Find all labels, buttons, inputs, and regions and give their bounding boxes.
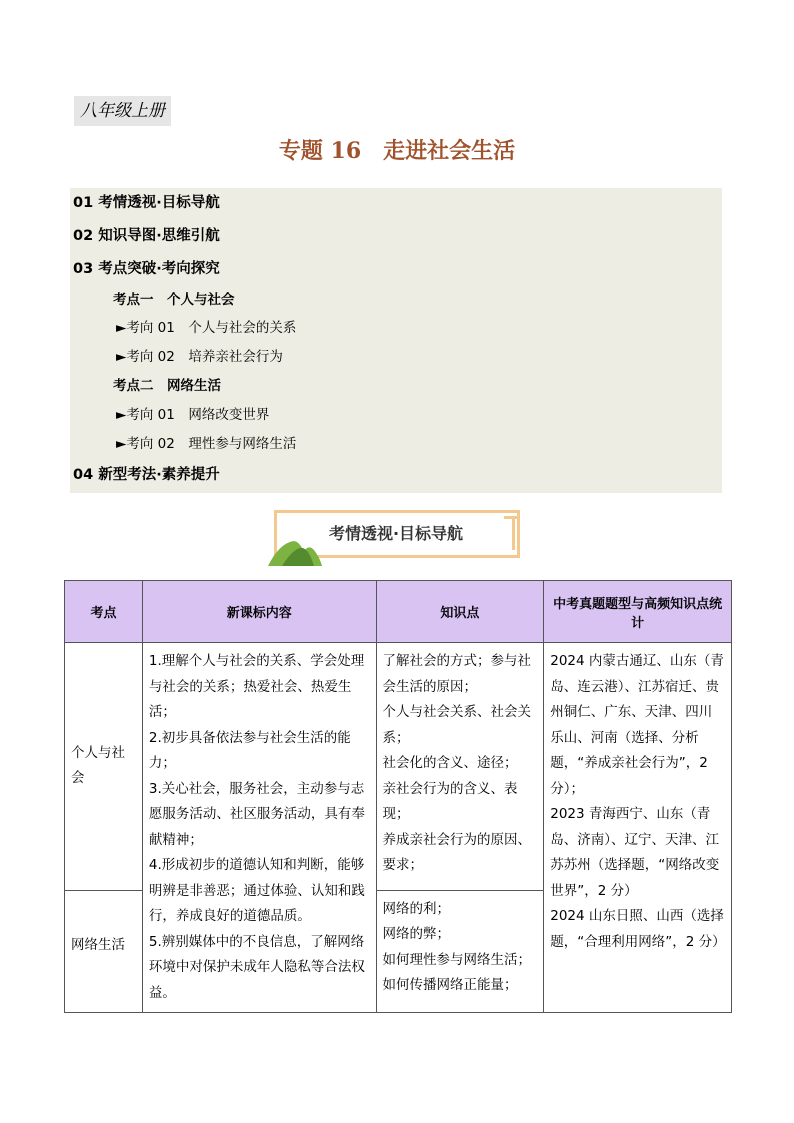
column-header: 新课标内容 bbox=[142, 581, 376, 643]
curriculum-cell bbox=[142, 643, 376, 1013]
table-header-row bbox=[65, 581, 732, 643]
stats-item: 2024 山东日照、山西（选择题，“合理利用网络”，2 分） bbox=[550, 908, 726, 950]
curriculum-item: 4.形成初步的道德认知和判断，能够明辨是非善恶；通过体验、认知和践行，养成良好的道德品质。 bbox=[148, 857, 365, 924]
curriculum-item: 2.初步具备依法参与社会生活的能力； bbox=[148, 729, 351, 771]
knowledge-item: 亲社会行为的含义、表现； bbox=[382, 780, 518, 822]
topic-cell: 个人与社会 bbox=[65, 643, 143, 891]
curriculum-item: 5.辨别媒体中的不良信息，了解网络环境中对保护未成年人隐私等合法权益。 bbox=[148, 933, 365, 1001]
stats-item: 2024 内蒙古通辽、山东（青岛、连云港）、江苏宿迁、贵州铜仁、广东、天津、四川乐山、河南（选择、分析题，“养成亲社会行为”，2 分）； bbox=[550, 653, 724, 797]
stats-cell bbox=[544, 643, 732, 1013]
page-title: 专题 16 走进社会生活 bbox=[278, 138, 516, 164]
toc-item[interactable]: 03 考点突破·考向探究 bbox=[73, 261, 220, 277]
toc-item[interactable]: ►考向 01 个人与社会的关系 bbox=[116, 320, 297, 336]
knowledge-item: 社会化的含义、途径； bbox=[382, 755, 518, 771]
column-header: 中考真题题型与高频知识点统计 bbox=[544, 581, 732, 643]
banner-title: 考情透视·目标导航 bbox=[328, 524, 464, 543]
knowledge-item: 网络的弊； bbox=[382, 926, 450, 943]
topic-cell: 网络生活 bbox=[65, 890, 143, 1012]
table-of-contents bbox=[70, 188, 722, 493]
exam-overview-table bbox=[64, 580, 732, 1013]
curriculum-item: 3.关心社会，服务社会，主动参与志愿服务活动、社区服务活动，具有奉献精神； bbox=[148, 780, 365, 848]
knowledge-item: 了解社会的方式；参与社会生活的原因； bbox=[382, 653, 531, 695]
knowledge-item: 网络的利； bbox=[382, 900, 450, 917]
knowledge-item: 个人与社会关系、社会关系； bbox=[382, 704, 531, 746]
knowledge-item: 如何理性参与网络生活； bbox=[382, 951, 531, 968]
toc-item[interactable]: 02 知识导图·思维引航 bbox=[73, 228, 220, 244]
toc-item[interactable]: 考点一 个人与社会 bbox=[113, 292, 235, 308]
knowledge-cell bbox=[376, 890, 544, 1012]
toc-item[interactable]: 考点二 网络生活 bbox=[113, 378, 221, 394]
knowledge-item: 如何传播网络正能量； bbox=[382, 977, 518, 994]
stats-item: 2023 青海西宁、山东（青岛、济南）、辽宁、天津、江苏苏州（选择题，“网络改变世界”，2 分） bbox=[550, 806, 720, 899]
toc-item[interactable]: ►考向 02 培养亲社会行为 bbox=[116, 349, 283, 365]
toc-item[interactable]: ►考向 01 网络改变世界 bbox=[116, 407, 270, 423]
section-banner bbox=[268, 508, 524, 564]
toc-item[interactable]: 01 考情透视·目标导航 bbox=[73, 195, 220, 211]
grade-label: 八年级上册 bbox=[74, 96, 171, 126]
column-header: 考点 bbox=[65, 581, 143, 643]
knowledge-cell bbox=[376, 643, 544, 891]
toc-item[interactable]: 04 新型考法·素养提升 bbox=[73, 467, 220, 483]
toc-item[interactable]: ►考向 02 理性参与网络生活 bbox=[116, 436, 297, 452]
table-row bbox=[65, 643, 732, 891]
column-header: 知识点 bbox=[376, 581, 544, 643]
knowledge-item: 养成亲社会行为的原因、要求； bbox=[382, 831, 531, 873]
curriculum-item: 1.理解个人与社会的关系、学会处理与社会的关系；热爱社会、热爱生活； bbox=[148, 653, 365, 720]
